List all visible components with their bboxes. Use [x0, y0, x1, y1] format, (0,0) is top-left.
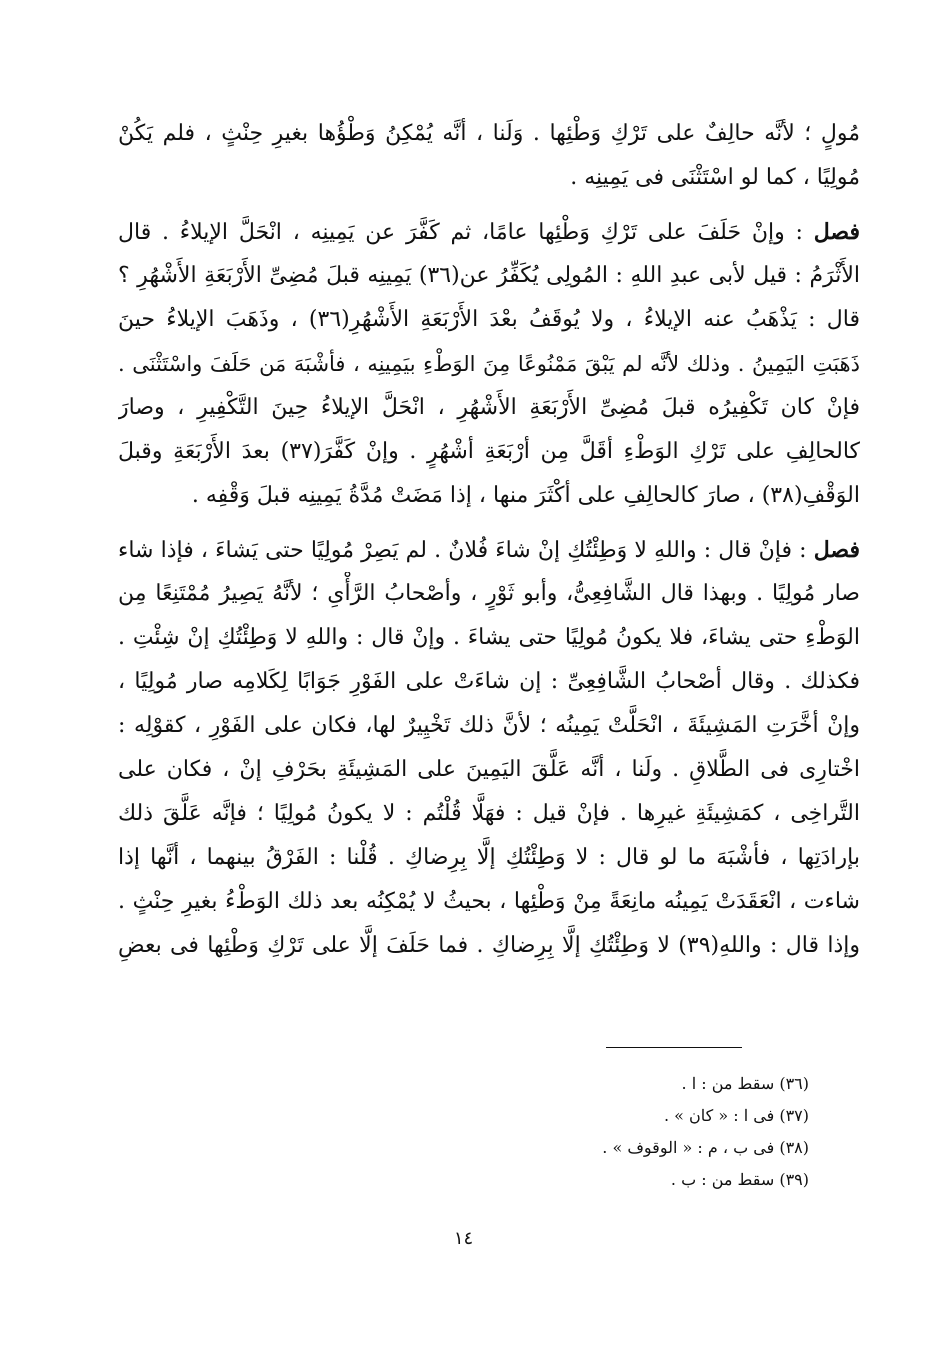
paragraph-2: [118, 210, 860, 518]
section-opening-text: : فإنْ قال : واللهِ لا وَطِئْتُكِ إنْ شاءَ فُلانٌ . لم يَصِرْ مُولِيًا حتى يَشاءَ ، فإذا شاء: [118, 538, 814, 563]
page-number: ١٤: [453, 1228, 474, 1249]
footnotes: [409, 1068, 809, 1196]
text-line: [118, 528, 860, 572]
text-line: الأَثْرَمُ : قيل لأبى عبدِ اللهِ : المُولِى يُكَفِّرُ عن(٣٦) يَمِينِه قبلَ مُضِىِّ الأَرْبَعَةِ الأَشْهُرِ ؟: [118, 263, 860, 288]
footnote: (٣٩) سقط من : ب .: [670, 1170, 809, 1189]
text-line: بإرادَتِها ، فأشْبَهَ ما لو قال : لا وَطِئْتُكِ إلَّا بِرِضاكِ . قُلْنا : الفَرْقُ بينهما ، أنَّها إذا: [118, 845, 860, 870]
text-line: فإنْ كان تَكْفِيرُه قبلَ مُضِىِّ الأَرْبَعَةِ الأَشْهُرِ ، انْحَلَّ الإيلاءُ حِينَ التَّكْفِيرِ ، وصارَ: [118, 395, 860, 420]
footnote: (٣٦) سقط من : ا .: [681, 1074, 809, 1093]
text-line: مُولٍ ؛ لأنَّه حالِفٌ على تَرْكِ وَطْئِها . وَلَنا ، أنَّه يُمْكِنُ وَطْؤُها بغيرِ حِنْثٍ ، فلم يَكُنْ: [118, 121, 860, 146]
text-line: التَّراخِى ، كمَشِيئَةِ غيرِها . فإنْ قيل : فهَلَّا قُلْتُم : لا يكونُ مُولِيًا ؛ فإنَّه عَلَّقَ ذلك: [118, 801, 860, 826]
text-line: فكذلك . وقال أصْحابُ الشَّافِعِىِّ : إن شاءَتْ على الفَوْرِ جَوَابًا لِكَلامِه صار مُولِيًا ،: [118, 669, 860, 694]
footnote: (٣٨) فى ب ، م : « الوقوف » .: [602, 1138, 809, 1157]
text-line: الوَقْفِ(٣٨) ، صارَ كالحالِفِ على أكْثَرَ منها ، إذا مَضَتْ مُدَّةُ يَمِينِه قبلَ وَقْفِه .: [191, 483, 860, 508]
text-line: قال : يَذْهَبُ عنه الإيلاءُ ، ولا يُوقَفُ بعْدَ الأَرْبَعَةِ الأَشْهُرِ(٣٦) ، وذَهَبَ الإيلاءُ حينَ: [118, 307, 860, 332]
section-opening-text: : وإنْ حَلَفَ على تَرْكِ وَطْئِها عامًا، ثم كَفَّرَ عن يَمِينِه ، انْحَلَّ الإيلاءُ . قال: [118, 220, 814, 245]
main-text: [118, 112, 860, 968]
text-line: صار مُولِيًا . وبهذا قال الشَّافِعِىُّ، وأبو ثَوْرٍ ، وأصْحابُ الرَّأْىِ ؛ لأنَّهُ يَصِيرُ مُمْتَنِعًا مِن: [118, 581, 860, 606]
text-line: وإنْ أخَّرَتِ المَشِيئَةَ ، انْحَلَّتْ يَمِينُه ؛ لأنَّ ذلك تَخْيِيرٌ لها، فكان على الفَوْرِ ، كقوْلِه :: [118, 713, 860, 738]
text-line: شاءت ، انْعَقَدَتْ يَمِينُه مانِعَةً مِنْ وَطْئِها ، بحيثُ لا يُمْكِنُه بعد ذلك الوَطْءُ بغيرِ حِنْثٍ .: [118, 889, 860, 914]
paragraph-1: [118, 112, 860, 200]
section-keyword: فصل: [813, 537, 860, 563]
footnote: (٣٧) فى ا : « كان » .: [663, 1106, 809, 1125]
section-keyword: فصل: [813, 219, 860, 245]
text-line: [118, 210, 860, 254]
text-line: مُولِيًا ، كما لو اسْتَثْنَى فى يَمِينِه .: [570, 165, 860, 190]
text-line: وإذا قال : واللهِ(٣٩) لا وَطِئْتُكِ إلَّا بِرِضاكِ . فما حَلَفَ إلَّا على تَرْكِ وَطْئِها فى بعضِ: [118, 933, 860, 958]
text-line: اخْتارِى فى الطَّلاقِ . ولَنا ، أنَّه عَلَّقَ اليَمِينَ على المَشِيئَةِ بحَرْفِ إنْ ، فكان على: [118, 757, 860, 782]
footnote-divider: [606, 1047, 742, 1048]
text-line: كالحالِفِ على تَرْكِ الوَطْءِ أقَلَّ مِن أرْبَعَةِ أشْهُرٍ . وإنْ كَفَّرَ(٣٧) بعدَ الأَرْبَعَةِ وقبلَ: [118, 439, 860, 464]
paragraph-3: [118, 528, 860, 968]
text-line: الوَطْءِ حتى يشاءَ، فلا يكونُ مُولِيًا حتى يشاءَ . وإنْ قال : واللهِ لا وَطِئْتُكِ إنْ شِئْتِ .: [118, 625, 860, 650]
text-line: ذَهَبَتِ اليَمِينُ . وذلك لأنَّه لم يَبْقَ مَمْنُوعًا مِنَ الوَطْءِ بيَمِينِه ، فأشْبَهَ مَن حَلَفَ واسْتَثْنَى .: [118, 352, 860, 376]
